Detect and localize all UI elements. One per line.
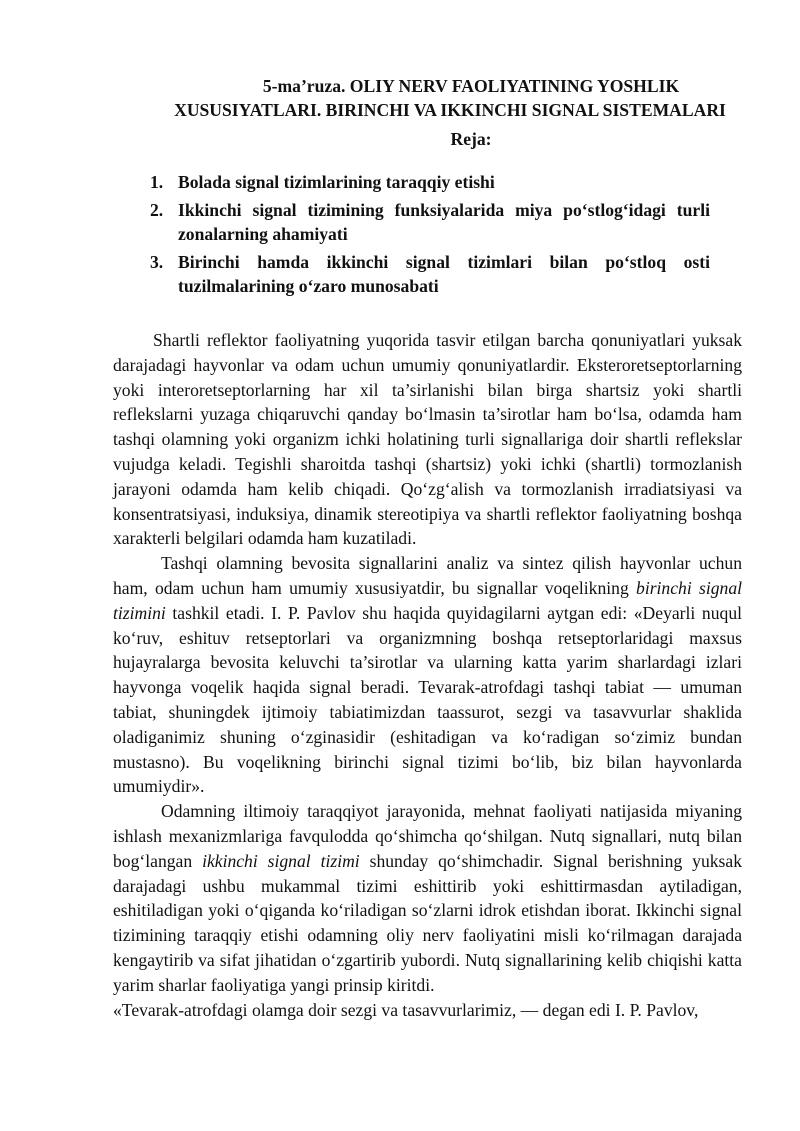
paragraph-3-text-a: Odamning iltimoiy taraqqiyot jarayonida, mehnat faoliyati natijasida miyaning ishlash mexanizmlariga favqulodda qo‘shimcha qo‘shilgan. Nutq signallari, nutq bilan bog‘langan <box>113 801 742 871</box>
title-line-2: XUSUSIYATLARI. BIRINCHI VA IKKINCHI SIGNAL SISTEMALARI <box>174 100 726 120</box>
paragraph-3-text-b: shunday qo‘shimchadir. Signal berishning yuksak darajadagi ushbu mukammal tizimi eshittirib yoki eshittirmasdan aytiladigan, eshitiladigan yoki o‘qiganda ko‘riladigan so‘zlarni idrok etishdan iborat. Ikkinchi signal tizimining taraqqiy etishi odamning oliy nerv faoliyatini misli ko‘rilmagan darajada kengaytirib va sifat jihatidan o‘zgartirib yubordi. Nutq signallarining kelib chiqishi katta yarim sharlar faoliyatiga yangi prinsip kiritdi. <box>113 850 742 995</box>
paragraph-2 <box>113 551 742 799</box>
plan-list <box>150 170 710 302</box>
plan-heading: Reja: <box>450 129 492 149</box>
body-text <box>113 328 742 1022</box>
plan-item-text: Ikkinchi signal tizimining funksiyalarida miya po‘stlog‘idagi turli zonalarning ahamiyati <box>178 200 710 244</box>
paragraph-3-emphasis: ikkinchi signal tizimi <box>202 850 360 871</box>
plan-item-number: 1. <box>150 172 164 192</box>
plan-item-text: Bolada signal tizimlarining taraqqiy etishi <box>178 172 495 192</box>
plan-item-number: 3. <box>150 252 164 272</box>
plan-item-number: 2. <box>150 200 164 220</box>
paragraph-4: «Tevarak-atrofdagi olamga doir sezgi va tasavvurlarimiz, — degan edi I. P. Pavlov, <box>113 999 699 1020</box>
plan-item <box>150 250 710 298</box>
paragraph-3 <box>113 799 742 997</box>
paragraph-1: Shartli reflektor faoliyatning yuqorida tasvir etilgan barcha qonuniyatlari yuksak darajadagi hayvonlar va odam uchun umumiy qonuniyatlardir. Eksteroretseptorlarning yoki interoretseptorlarning har xil ta’sirlanishi bilan birga shartsiz yoki shartli reflekslarni yuzaga chiqaruvchi qanday bo‘lmasin ta’sirotlar ham bo‘lsa, odamda ham tashqi olamning yoki organizm ichki holatining turli signallariga doir shartli reflekslar vujudga keladi. Tegishli sharoitda tashqi (shartsiz) yoki ichki (shartli) tormozlanish jarayoni odamda ham kelib chiqadi. Qo‘zg‘alish va tormozlanish irradiatsiyasi va konsentratsiyasi, induksiya, dinamik stereotipiya va shartli reflektor faoliyatning boshqa xarakterli belgilari odamda ham kuzatiladi. <box>113 330 742 549</box>
title-line-1: 5-ma’ruza. OLIY NERV FAOLIYATINING YOSHLIK <box>262 76 680 96</box>
paragraph-2-text-b: tashkil etadi. I. P. Pavlov shu haqida quyidagilarni aytgan edi: «Deyarli nuqul ko‘ruv, eshituv retseptorlari va organizmning boshqa retseptorlaridagi maxsus hujayralarga bevosita keluvchi ta’sirotlar va ularning katta yarim sharlardagi izlari hayvonga voqelik haqida signal beradi. Tevarak-atrofdagi tashqi tabiat — umuman tabiat, shuningdek ijtimoiy tabiatimizdan taassurot, sezgi va tasavvurlar shaklida oladiganimiz shuning o‘zginasidir (eshitadigan va ko‘radigan so‘zimiz bundan mustasno). Bu voqelikning birinchi signal tizimi bo‘lib, biz bilan hayvonlarda umumiydir». <box>113 602 742 797</box>
lecture-title <box>120 74 780 122</box>
plan-item <box>150 170 710 194</box>
plan-item-text: Birinchi hamda ikkinchi signal tizimlari bilan po‘stloq osti tuzilmalarining o‘zaro munosabati <box>178 252 710 296</box>
paragraph-2-emphasis: birinchi signal tizimini <box>113 577 743 623</box>
plan-item <box>150 198 710 246</box>
paragraph-2-text-a: Tashqi olamning bevosita signallarini analiz va sintez qilish hayvonlar uchun ham, odam uchun ham umumiy xususiyatdir, bu signallar voqelikning <box>113 553 742 598</box>
